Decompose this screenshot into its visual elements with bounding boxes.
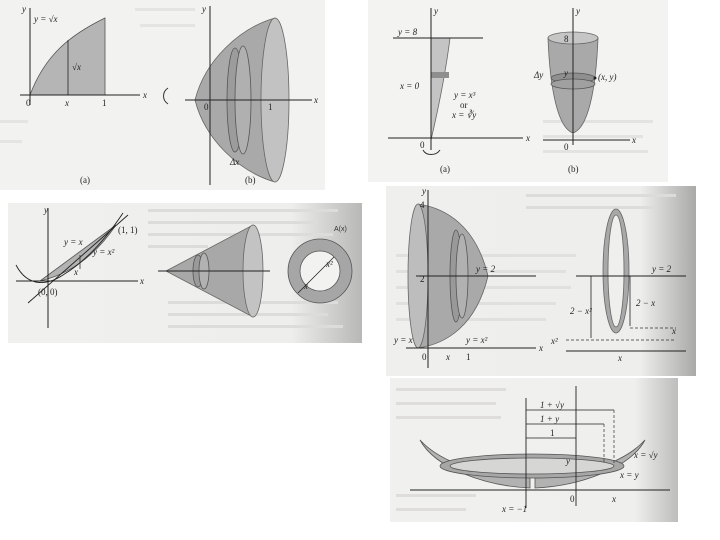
origin-label: 0	[570, 494, 575, 504]
x-axis-label: x	[143, 90, 147, 100]
x-axis-label: x	[526, 133, 530, 143]
point-label: (x, y)	[598, 72, 617, 82]
rotation-arrow-icon	[423, 150, 440, 155]
mid-label: 2	[420, 274, 425, 284]
rotation-arrow-icon	[164, 88, 169, 104]
washer-cross-section	[288, 239, 352, 303]
x-tick-label: x	[612, 494, 616, 504]
origin-label: (0, 0)	[38, 287, 58, 297]
washer-line-y2-label: y = 2	[652, 264, 672, 274]
caption-b: (b)	[568, 164, 579, 174]
caption-b: (b)	[245, 175, 256, 185]
line-label: y = x	[64, 237, 83, 247]
y-axis-label: y	[422, 186, 426, 196]
y-label: y	[566, 456, 570, 466]
curve1-label: y = x³	[454, 90, 476, 100]
one-tick-label: 1	[268, 102, 273, 112]
faded-text-background	[396, 388, 506, 511]
line-y2-label: y = 2	[476, 264, 496, 274]
top-label: 4	[420, 200, 425, 210]
x-tick-label: x	[446, 352, 450, 362]
figure-panel-washer-x-neg1	[390, 378, 678, 522]
origin-label: 0	[420, 140, 425, 150]
x-axis-label: x	[314, 95, 318, 105]
curve-label: y = x²	[466, 335, 488, 345]
line-label: y = x	[394, 335, 413, 345]
point-marker	[594, 77, 597, 80]
washer-ring	[603, 209, 629, 333]
top-label: 8	[564, 34, 569, 44]
one-label: 1	[466, 352, 471, 362]
d2-label: 2 − x²	[570, 306, 592, 316]
r3-label: 1	[550, 428, 555, 438]
area-label: A(x)	[334, 226, 347, 233]
figure-panel-washer-y2	[386, 186, 696, 376]
y-axis-label: y	[22, 4, 26, 14]
faded-text-background	[543, 120, 653, 153]
curve-label: y = x²	[93, 247, 115, 257]
caption-a: (a)	[80, 175, 90, 185]
dy-label: Δy	[534, 70, 544, 80]
x-axis-label: x	[140, 276, 144, 286]
x-mid-label: x	[672, 326, 676, 336]
origin-label: 0	[564, 142, 569, 152]
caption-a: (a)	[440, 164, 450, 174]
outer-radius-label: x	[304, 281, 308, 291]
x2-label: x²	[551, 336, 558, 346]
inner-radius-label: x²	[326, 259, 333, 269]
x-tick-label: x	[65, 98, 69, 108]
origin-label: 0	[26, 98, 31, 108]
region-under-sqrt-curve	[30, 18, 105, 95]
x-tick-label: x	[618, 353, 622, 363]
curve2-label: x = y	[620, 470, 639, 480]
figure-panel-washer-xaxis	[8, 203, 362, 343]
origin-label: 0	[204, 102, 209, 112]
curve1-label: x = √y	[634, 450, 658, 460]
one-tick-label: 1	[102, 98, 107, 108]
origin-label: 0	[422, 352, 427, 362]
axis-label: x = −1	[502, 504, 528, 514]
x-axis-label: x	[539, 343, 543, 353]
y-label: y	[564, 68, 568, 78]
thickness-label: Δx	[230, 157, 240, 167]
r1-label: 1 + √y	[540, 400, 565, 410]
y-axis-label: y	[202, 4, 206, 14]
or-label: or	[460, 100, 468, 110]
line-y8-label: y = 8	[398, 27, 418, 37]
y-axis-label: y	[434, 6, 438, 16]
r2-label: 1 + y	[540, 414, 560, 424]
washer-disk	[440, 454, 624, 478]
y-axis-label: y	[44, 205, 48, 215]
curve-label: y = √x	[34, 14, 58, 24]
region-left-of-cubic	[431, 38, 450, 140]
tick-label: x	[74, 267, 78, 277]
figure-panel-cubic-solid	[368, 0, 668, 182]
point-label: (1, 1)	[118, 225, 138, 235]
figure-panel-sqrt-solid	[0, 0, 325, 190]
y-axis-label: y	[576, 6, 580, 16]
height-label: √x	[72, 62, 81, 72]
curve2-label: x = ∛y	[452, 110, 477, 120]
x-axis-label: x	[632, 135, 636, 145]
line-x0-label: x = 0	[400, 81, 420, 91]
d1-label: 2 − x	[636, 298, 656, 308]
